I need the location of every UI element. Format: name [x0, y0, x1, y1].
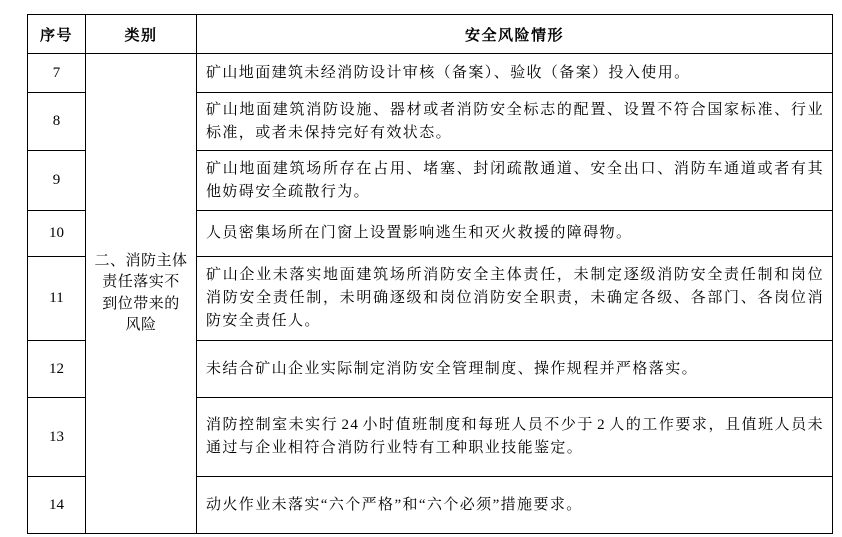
row-number-cell: 7	[28, 54, 86, 93]
category-label-line: 二、消防主体	[94, 252, 188, 269]
risk-situation-cell: 未结合矿山企业实际制定消防安全管理制度、操作规程并严格落实。	[197, 341, 833, 398]
row-number-cell: 9	[28, 151, 86, 211]
category-cell	[86, 54, 197, 534]
risk-situation-cell: 矿山地面建筑未经消防设计审核（备案）、验收（备案）投入使用。	[197, 54, 833, 93]
row-number-cell: 11	[28, 257, 86, 341]
header-row	[28, 15, 833, 54]
risk-situation-cell: 矿山地面建筑消防设施、器材或者消防安全标志的配置、设置不符合国家标准、行业标准，或者未保持完好有效状态。	[197, 93, 833, 151]
category-label-line: 责任落实不	[102, 274, 180, 290]
risk-situation-cell: 矿山企业未落实地面建筑场所消防安全主体责任，未制定逐级消防安全责任制和岗位消防安全责任制，未明确逐级和岗位消防安全职责，未确定各级、各部门、各岗位消防安全责任人。	[197, 257, 833, 341]
row-number-cell: 10	[28, 211, 86, 257]
row-number-cell: 14	[28, 477, 86, 534]
table-row	[28, 54, 833, 93]
risk-situation-cell: 人员密集场所在门窗上设置影响逃生和灭火救援的障碍物。	[197, 211, 833, 257]
risk-situation-cell: 消防控制室未实行 24 小时值班制度和每班人员不少于 2 人的工作要求，且值班人员未通过与企业相符合消防行业特有工种职业技能鉴定。	[197, 398, 833, 477]
risk-table	[27, 14, 833, 534]
risk-situation-cell: 矿山地面建筑场所存在占用、堵塞、封闭疏散通道、安全出口、消防车通道或者有其他妨碍安全疏散行为。	[197, 151, 833, 211]
row-number-cell: 12	[28, 341, 86, 398]
row-number-cell: 8	[28, 93, 86, 151]
category-label-line: 到位带来的	[102, 295, 180, 312]
category-label-line: 风险	[125, 317, 157, 333]
header-number: 序号	[28, 15, 86, 54]
header-category: 类别	[86, 15, 197, 54]
row-number-cell: 13	[28, 398, 86, 477]
risk-situation-cell: 动火作业未落实“六个严格”和“六个必须”措施要求。	[197, 477, 833, 534]
header-situation: 安全风险情形	[197, 15, 833, 54]
